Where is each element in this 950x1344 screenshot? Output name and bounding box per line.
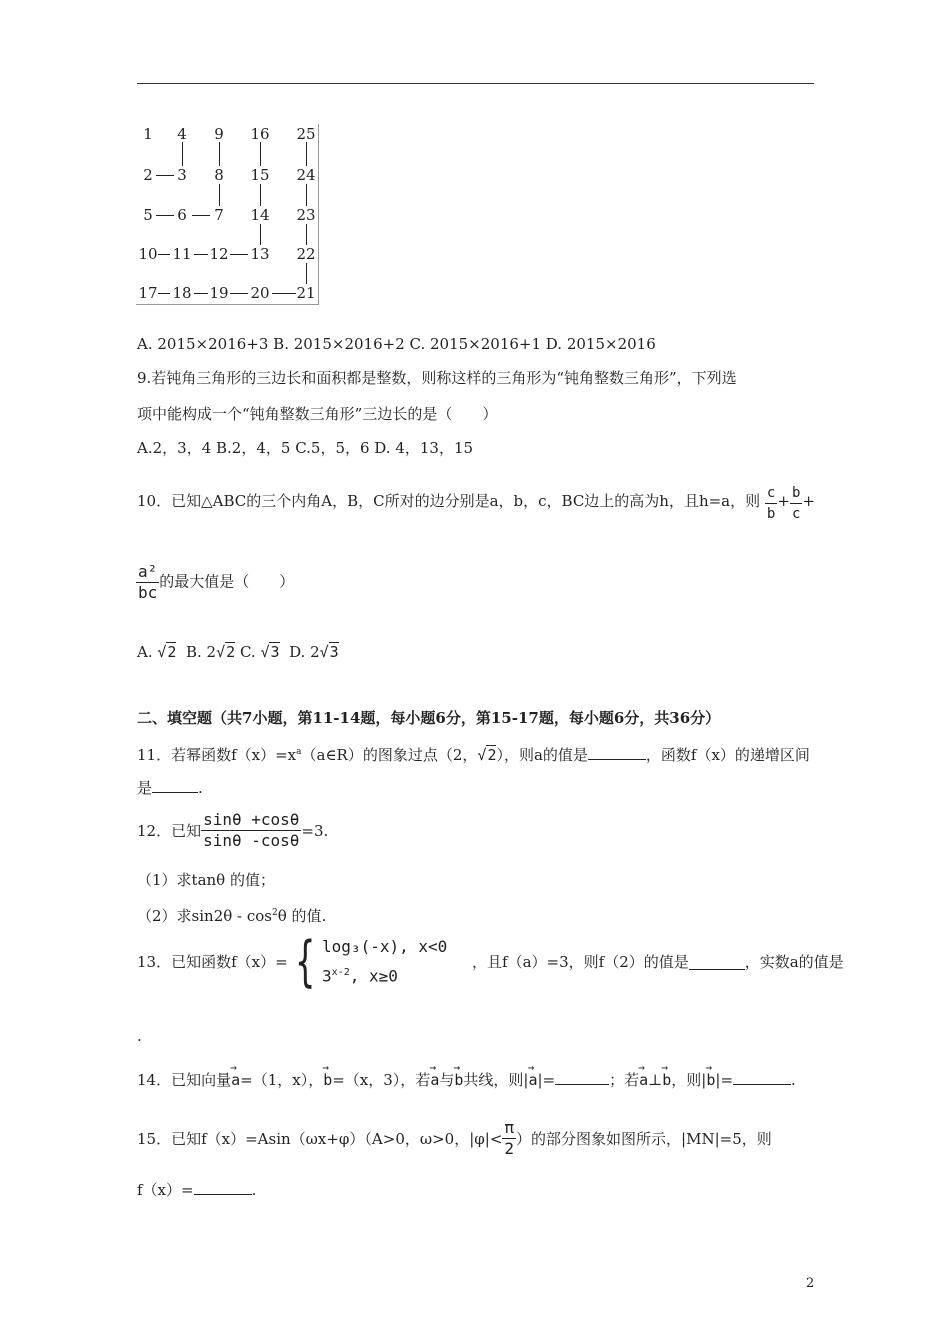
answer-blank[interactable] [733, 1070, 791, 1085]
grid-number: 22 [296, 245, 316, 263]
sqrt-2: √2 [216, 643, 236, 661]
grid-number: 18 [172, 284, 192, 302]
answer-blank[interactable] [689, 955, 745, 970]
grid-number: 6 [177, 206, 187, 224]
answer-blank[interactable] [588, 745, 646, 760]
grid-connector [194, 293, 208, 294]
vector-a: → a [430, 1070, 439, 1090]
vector-a: → a [528, 1070, 537, 1090]
grid-connector [306, 224, 307, 245]
grid-connector [306, 184, 307, 206]
grid-connector [192, 215, 210, 216]
grid-number: 8 [214, 166, 224, 184]
grid-connector [260, 184, 261, 206]
vector-b: → b [706, 1070, 715, 1090]
grid-connector [156, 215, 174, 216]
sqrt-2: √2 [157, 643, 177, 661]
grid-number: 7 [214, 206, 224, 224]
q13-dot: . [137, 1027, 142, 1045]
grid-connector [230, 254, 248, 255]
grid-number: 25 [296, 125, 316, 143]
grid-number: 14 [250, 206, 270, 224]
grid-number: 24 [296, 166, 316, 184]
q11-line1: 11．若幂函数$f(x)=x^a(a\in R)$的图象过点（2，√2），则a的值是 ，函数f（x）的递增区间 [137, 746, 810, 764]
q8-options: A. 2015×2016+3 B. 2015×2016+2 C. 2015×2016+1 D. 2015×2016 [137, 335, 656, 353]
answer-blank[interactable] [555, 1070, 609, 1085]
grid-number: 21 [296, 284, 316, 302]
section2-heading: 二、填空题（共7小题，第11-14题，每小题6分，第15-17题，每小题6分，共36分） [137, 709, 721, 727]
q15-fraction-pi-over-2: $\frac{\pi}{2}$ [504, 1118, 515, 1158]
q13-line: 13．已知函数f（x）= { log₃(-x), x<0 3$^{x-2}$, x≥0 ，且f（a）=3，则f（2）的值是 ，实数a的值是 [137, 930, 844, 993]
grid-number: 4 [177, 125, 187, 143]
grid-connector [230, 293, 248, 294]
q11-line2: 是 . [137, 779, 203, 797]
vector-a: → a [639, 1070, 648, 1090]
q13-cases: log₃(-x), x<0 3$^{x-2}$, x≥0 [322, 937, 448, 986]
grid-number: 12 [209, 245, 229, 263]
q12-fraction: $\frac{\sin\theta +\cos\theta}{\sin\theta -\cos\theta}$ [203, 810, 300, 850]
grid-connector [219, 184, 220, 206]
grid-connector [306, 263, 307, 284]
header-rule [137, 83, 814, 84]
grid-number: 9 [214, 125, 224, 143]
grid-number: 17 [138, 284, 158, 302]
vector-b: → b [323, 1070, 332, 1090]
q9-line2: 项中能构成一个“钝角整数三角形”三边长的是（ ） [137, 405, 498, 423]
q10-tail: 的最大值是（ ） [159, 572, 295, 591]
grid-connector [158, 254, 170, 255]
q9-options: A.2，3，4 B.2，4，5 C.5，5，6 D. 4，13，15 [137, 439, 474, 457]
grid-number: 15 [250, 166, 270, 184]
grid-number: 19 [209, 284, 229, 302]
grid-connector [158, 293, 170, 294]
q10-options: A. √2 B. 2√2 C. √3 D. 2√3 [137, 643, 339, 661]
grid-number: 23 [296, 206, 316, 224]
grid-connector [182, 142, 183, 166]
grid-number: 11 [172, 245, 192, 263]
grid-connector [156, 175, 174, 176]
q10-text: 10．已知△ABC的三个内角A，B，C所对的边分别是a，b，c，BC边上的高为h，且h=a，则 $\frac{c}{b}$ + $\frac{b}{c}$ + [137, 485, 815, 522]
grid-connector [272, 293, 296, 294]
q12-sub2: （2）求$\sin 2\theta - \cos^2\theta$ 的值. [137, 907, 327, 925]
grid-number: 13 [250, 245, 270, 263]
q10-frac-b-over-c: $\frac{b}{c}$ [791, 485, 801, 522]
number-grid-figure [136, 124, 319, 305]
answer-blank[interactable] [152, 778, 198, 793]
q15-line1: 15．已知f（x）=Asin（ωx+φ）（A>0，ω>0，|φ|< $\frac{\pi}{2}$ ）的部分图象如图所示，|MN|=5，则 [137, 1118, 772, 1158]
grid-connector [219, 142, 220, 166]
vector-b: → b [454, 1070, 463, 1090]
grid-connector [194, 254, 208, 255]
q10-frac-a2-over-bc: $\frac{\text{a²}}{bc}$ [138, 562, 158, 602]
grid-number: 16 [250, 125, 270, 143]
grid-connector [306, 142, 307, 166]
q12-sub1: （1）求tanθ 的值； [137, 871, 275, 889]
grid-number: 5 [143, 206, 153, 224]
q12-line: 12．已知 $\frac{\sin\theta +\cos\theta}{\sin\theta -\cos\theta}$ =3. [137, 810, 329, 850]
q10-line2 [136, 562, 294, 603]
grid-connector [260, 224, 261, 245]
vector-a: → a [231, 1070, 240, 1090]
grid-number: 20 [250, 284, 270, 302]
grid-number: 3 [177, 166, 187, 184]
grid-connector [260, 142, 261, 166]
answer-blank[interactable] [194, 1180, 252, 1195]
grid-number: 1 [143, 125, 153, 143]
sqrt-3: √3 [319, 643, 339, 661]
q14-line: 14．已知向量→ a=（1，x），→ b=（x，3），若→ a与→ b共线，则|→ a|= ；若→ a⊥→ b，则|→ b|= . [137, 1070, 796, 1090]
sqrt-3: √3 [260, 643, 280, 661]
q15-line2: f（x）= . [137, 1181, 257, 1199]
page-number: 2 [806, 1276, 815, 1291]
q10-text-main: 10．已知△ABC的三个内角A，B，C所对的边分别是a，b，c，BC边上的高为h，且h=a，则 [137, 492, 761, 510]
grid-number: 2 [143, 166, 153, 184]
brace-symbol: { [294, 930, 316, 993]
q10-frac-c-over-b: $\frac{c}{b}$ [766, 485, 776, 522]
vector-b: → b [662, 1070, 671, 1090]
sqrt-2: √2 [477, 746, 497, 764]
grid-number: 10 [138, 245, 158, 263]
q9-line1: 9.若钝角三角形的三边长和面积都是整数，则称这样的三角形为“钝角整数三角形”，下列选 [137, 369, 737, 387]
